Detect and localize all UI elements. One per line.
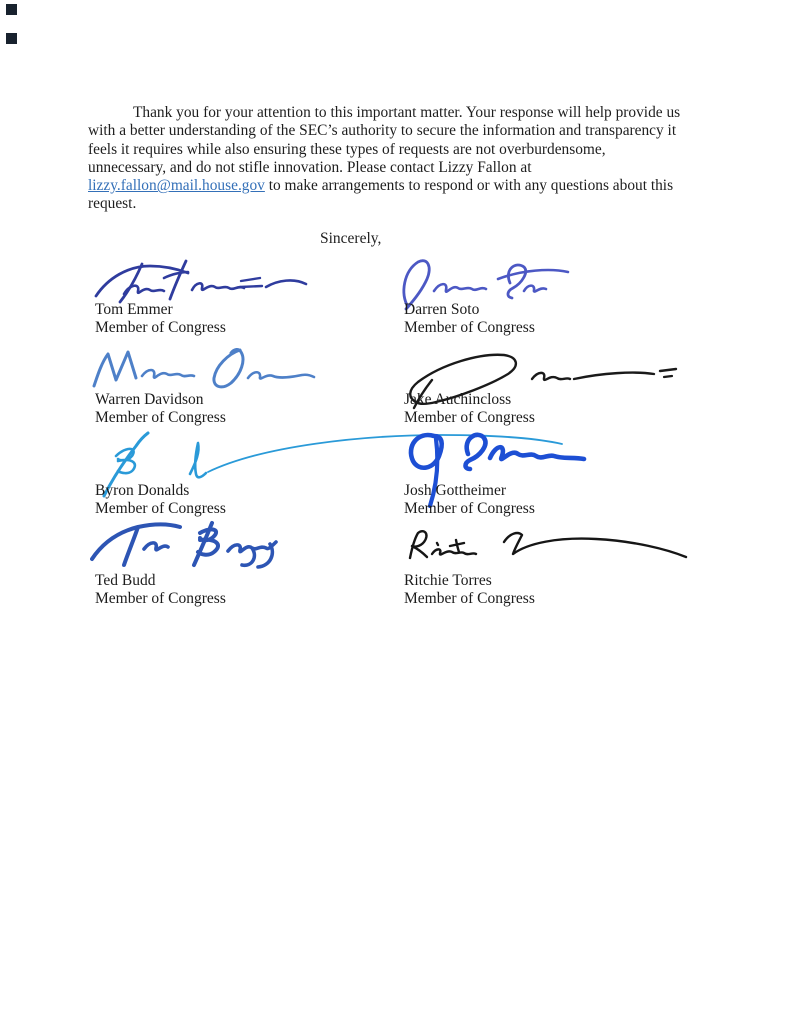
signatory-name: Warren Davidson [95, 391, 204, 408]
signatory-name: Tom Emmer [95, 301, 173, 318]
signature-ted-budd [90, 517, 280, 575]
signatory-name: Darren Soto [404, 301, 480, 318]
signatory-block-byron-donalds [95, 482, 226, 518]
signatory-title: Member of Congress [404, 319, 535, 337]
signatory-block-warren-davidson [95, 391, 226, 427]
signatory-block-ritchie-torres [404, 572, 535, 608]
signature-tom-emmer [88, 256, 313, 306]
closing-salutation: Sincerely, [320, 230, 382, 247]
scan-mark-top [6, 4, 17, 15]
signature-ritchie-torres [400, 526, 695, 568]
paragraph-line: Thank you for your attention to this important matter. Your response will help provide us [133, 104, 681, 121]
paragraph-line: request. [88, 195, 137, 213]
signatory-title: Member of Congress [95, 500, 226, 518]
scan-mark-bottom [6, 33, 17, 44]
signatory-block-josh-gottheimer [404, 482, 535, 518]
signatory-name: Ritchie Torres [404, 572, 492, 589]
paragraph-line: with a better understanding of the SEC’s authority to secure the information and transparency it [88, 122, 677, 140]
signatory-name: Josh Gottheimer [404, 482, 507, 499]
paragraph-line: feels it requires while also ensuring these types of requests are not overburdensome, [88, 140, 606, 158]
signatory-title: Member of Congress [95, 590, 226, 608]
signatory-title: Member of Congress [404, 500, 535, 518]
body-paragraph [88, 104, 728, 214]
email-link[interactable]: lizzy.fallon@mail.house.gov [88, 177, 265, 195]
signatory-block-ted-budd [95, 572, 226, 608]
paragraph-line [88, 177, 728, 195]
signatory-name: Byron Donalds [95, 482, 190, 499]
signatory-block-darren-soto [404, 301, 535, 337]
paragraph-line: unnecessary, and do not stifle innovation. Please contact Lizzy Fallon at [88, 158, 532, 176]
signatory-name: Ted Budd [95, 572, 156, 589]
signature-warren-davidson [88, 346, 318, 394]
signatory-block-jake-auchincloss [404, 391, 535, 427]
signatory-title: Member of Congress [95, 409, 226, 427]
signatory-title: Member of Congress [95, 319, 226, 337]
signatory-title: Member of Congress [404, 590, 535, 608]
paragraph-line-rest: to make arrangements to respond or with any questions about this [264, 177, 674, 195]
signatory-block-tom-emmer [95, 301, 226, 337]
signatory-name: Jake Auchincloss [404, 391, 512, 408]
signatory-title: Member of Congress [404, 409, 535, 427]
